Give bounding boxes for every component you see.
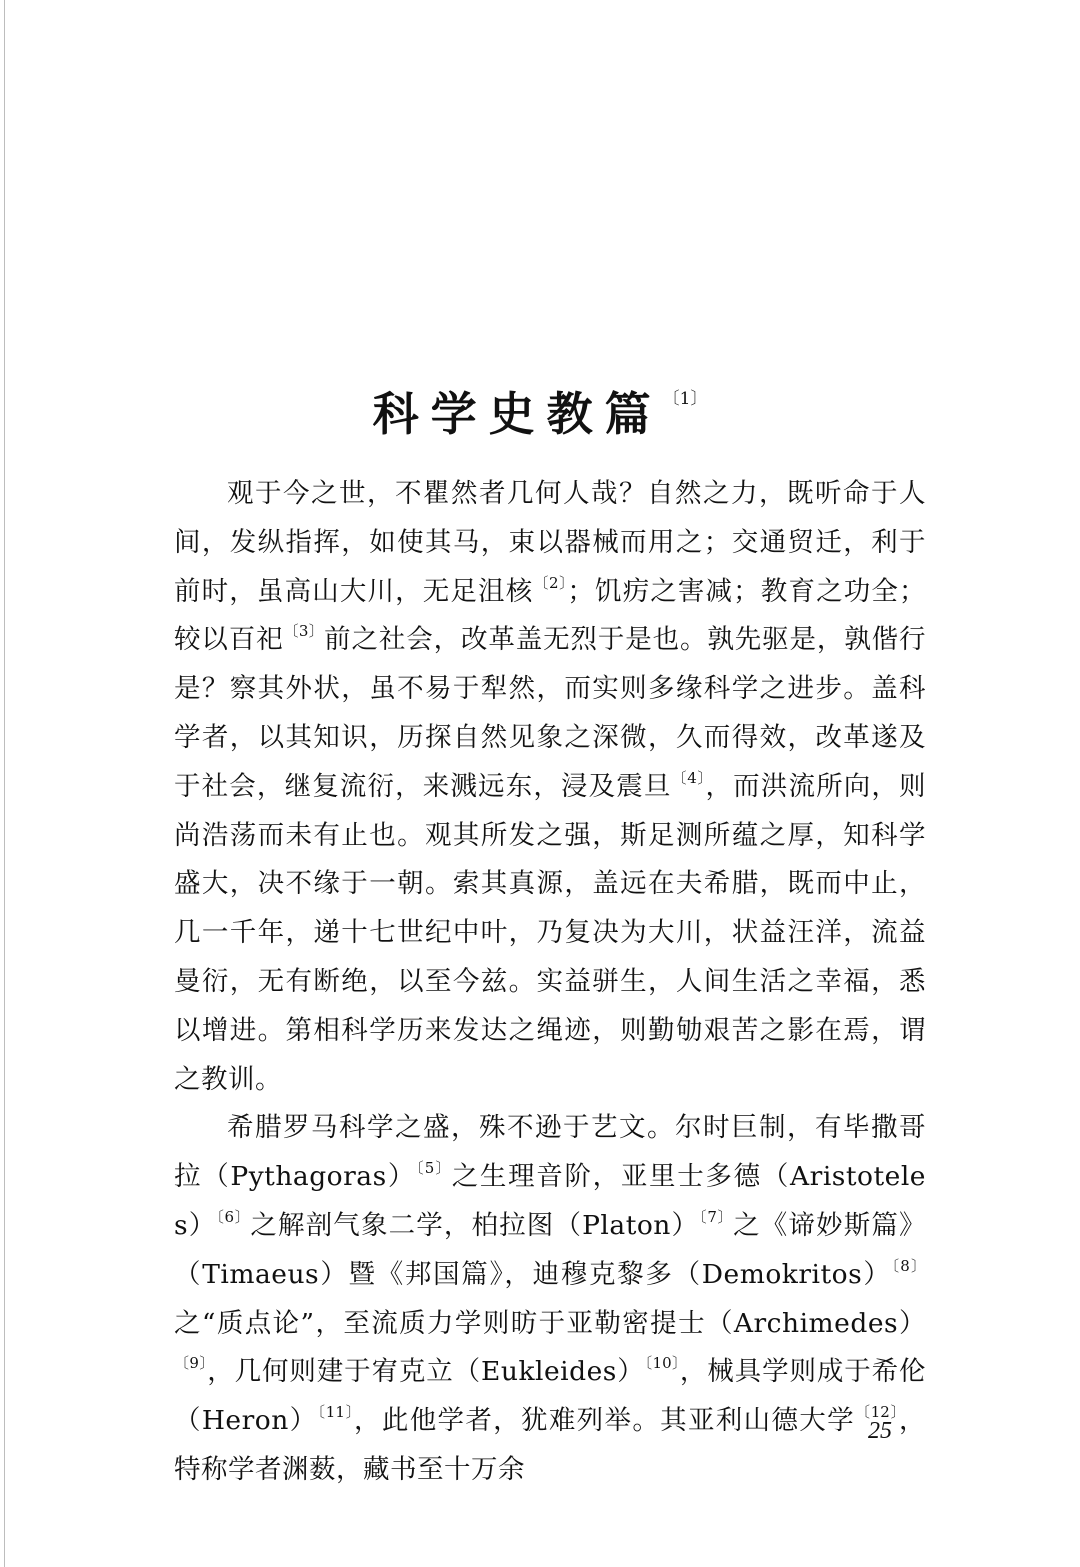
text-run: 之《谛妙斯篇》（Timaeus）暨《邦国篇》，迪穆克黎多（Demokritos） bbox=[174, 1209, 927, 1290]
footnote-marker: 〔2〕 bbox=[533, 573, 568, 592]
text-run: ，几何则建于宥克立（Eukleides） bbox=[207, 1356, 645, 1388]
text-run: ，此他学者，犹难列举。其亚利山德大学 bbox=[354, 1405, 855, 1437]
footnote-marker: 〔9〕 bbox=[174, 1354, 208, 1373]
footnote-marker: 〔7〕 bbox=[699, 1207, 734, 1226]
text-run: 观于今之世，不瞿然者几何人哉？自然之力，既听命于人间，发纵指挥，如使其马，束以器械而用之；交通贸迁，利于前时，虽高山大川，无足沮核 bbox=[174, 478, 926, 607]
title-text: 科学史教篇 bbox=[372, 386, 663, 441]
text-run: 希腊罗马科学之盛，殊不逊于艺文。尔时巨制，有毕撒哥拉（Pythagoras） bbox=[174, 1112, 926, 1193]
footnote-marker: 〔12〕 bbox=[854, 1403, 900, 1422]
footnote-marker: 〔11〕 bbox=[317, 1403, 355, 1422]
page-number: 25 bbox=[868, 1418, 892, 1444]
text-run: 之“质点论”，至流质力学则昉于亚勒密提士（Archimedes） bbox=[174, 1307, 926, 1339]
text-run: ，特称学者渊薮，藏书至十万余 bbox=[174, 1405, 927, 1485]
paragraph-2 bbox=[174, 1104, 926, 1494]
page-edge-line bbox=[4, 0, 5, 1567]
footnote-marker: 〔5〕 bbox=[416, 1159, 452, 1178]
footnote-marker: 〔10〕 bbox=[644, 1354, 680, 1373]
footnote-marker: 〔8〕 bbox=[891, 1256, 927, 1275]
page-title bbox=[0, 369, 1080, 444]
text-run: 前之社会，改革盖无烈于是也。孰先驱是，孰偕行是？察其外状，虽不易于犁然，而实则多缘科学之进步。盖科学者，以其知识，历探自然见象之深微，久而得效，改革遂及于社会，继复流衍，来溅远东，浸及震旦 bbox=[174, 624, 927, 802]
text-run: 之解剖气象二学，柏拉图（Platon） bbox=[250, 1209, 700, 1241]
text-run: 之生理音阶，亚里士多德（Aristoteles） bbox=[174, 1161, 926, 1241]
paragraph-1 bbox=[174, 470, 926, 1104]
text-run: ；饥疠之害减；教育之功全；较以百祀 bbox=[174, 575, 927, 656]
text-run: ，而洪流所向，则尚浩荡而未有止也。观其所发之强，斯足测所蕴之厚，知科学盛大，决不缘于一朝。索其真源，盖远在夫希腊，既而中止，几一千年，递十七世纪中叶，乃复决为大川，状益汪洋，流益曼衍，无有断绝，以至今兹。实益骈生，人间生活之幸福，悉以增进。第相科学历来发达之绳迹，则勤劬艰苦之影在焉，谓之教训。 bbox=[174, 770, 927, 1095]
footnote-marker: 〔6〕 bbox=[216, 1207, 251, 1226]
body-text bbox=[174, 470, 926, 1495]
footnote-marker: 〔4〕 bbox=[671, 768, 706, 787]
footnote-marker: 〔3〕 bbox=[283, 622, 325, 641]
text-run: ，械具学则成于希伦（Heron） bbox=[174, 1356, 926, 1437]
title-footnote-marker: 〔1〕 bbox=[662, 388, 708, 409]
